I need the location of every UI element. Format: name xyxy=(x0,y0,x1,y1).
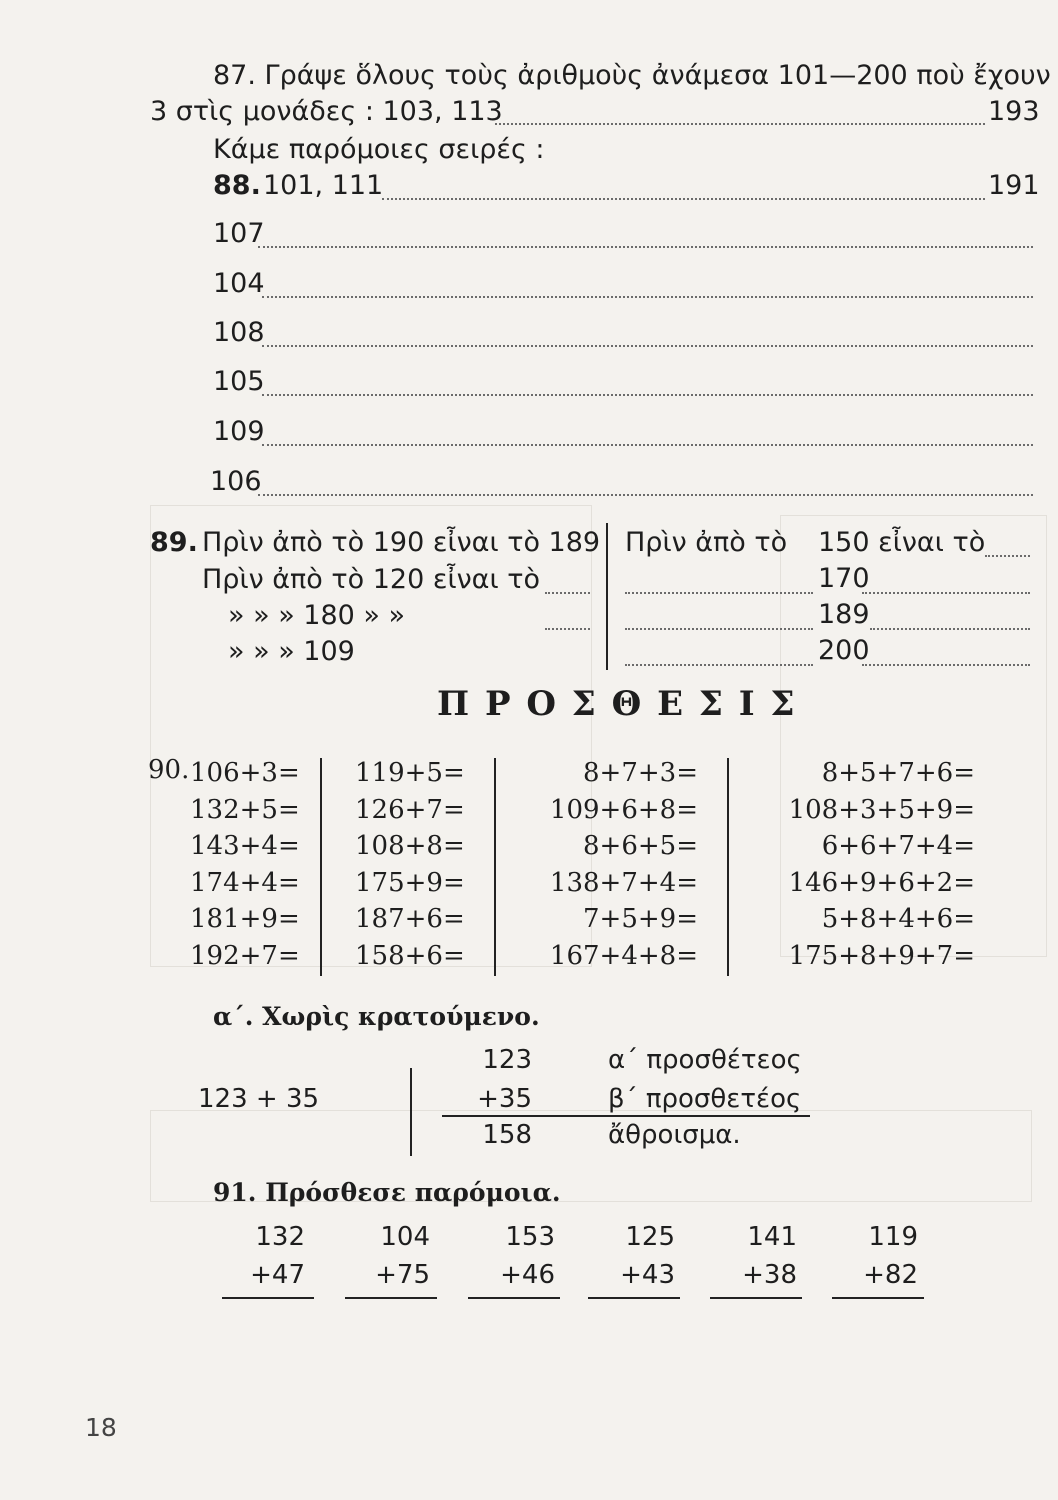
ex91-p4-bottom: +43 xyxy=(620,1260,675,1290)
ex90-col2-item-5: 187+6= xyxy=(355,904,465,934)
ex89-left-row-2-fill[interactable] xyxy=(545,592,590,594)
ex90-col1-item-1: 106+3= xyxy=(190,758,300,788)
ex90-col3 xyxy=(505,755,698,974)
example-term-2: β΄ προσθετέος xyxy=(608,1084,802,1114)
ex90-col2-item-4: 175+9= xyxy=(355,867,465,898)
ex87-line3: Κάμε παρόμοιες σειρές : xyxy=(213,134,545,165)
ex87-line2: 3 στὶς μονάδες : 103, 113 xyxy=(150,96,503,127)
ex89-left-row-1: Πρὶν ἀπὸ τὸ 190 εἶναι τὸ 189 xyxy=(202,527,601,558)
ex88-fill-line[interactable] xyxy=(382,198,985,200)
ex90-col3-item-1: 8+7+3= xyxy=(583,758,698,788)
ex91-problem-4[interactable] xyxy=(590,1218,675,1294)
ex88-row-6: 106 xyxy=(210,466,262,497)
ex91-p3-rule xyxy=(468,1297,560,1299)
ex87-end-number: 193 xyxy=(988,96,1040,127)
ex90-divider-1 xyxy=(320,758,322,976)
ex91-p5-rule xyxy=(710,1297,802,1299)
ex90-col3-item-3: 8+6+5= xyxy=(583,831,698,861)
ex88-row-1-fill[interactable] xyxy=(258,246,1033,248)
ex91-p2-top: 104 xyxy=(380,1222,430,1252)
ex90-col3-item-5: 7+5+9= xyxy=(583,904,698,934)
ex89-right-first: 150 εἶναι τὸ xyxy=(818,527,986,558)
ex90-label: 90. xyxy=(148,755,190,785)
ex87-fill-line[interactable] xyxy=(495,123,985,125)
ex88-row-5: 109 xyxy=(213,416,265,447)
example-rule xyxy=(442,1115,810,1117)
ex88-row-2: 104 xyxy=(213,268,265,299)
ex90-col4-item-3: 6+6+7+4= xyxy=(821,831,975,861)
ex89-divider xyxy=(606,523,608,670)
ex90-col4-item-1: 8+5+7+6= xyxy=(821,758,975,788)
ex91-p4-top: 125 xyxy=(625,1222,675,1252)
ex91-p3-bottom: +46 xyxy=(500,1260,555,1290)
ex91-p6-top: 119 xyxy=(868,1222,918,1252)
ex89-right-fill-3b[interactable] xyxy=(870,628,1030,630)
ex90-col4-item-2: 108+3+5+9= xyxy=(788,794,975,825)
ex88-row-6-fill[interactable] xyxy=(258,494,1033,496)
ex91-p2-rule xyxy=(345,1297,437,1299)
ex88-row-3: 108 xyxy=(213,317,265,348)
ex88-row-3-fill[interactable] xyxy=(262,345,1033,347)
ex90-col1-item-5: 181+9= xyxy=(190,904,300,934)
ex91-p6-rule xyxy=(832,1297,924,1299)
ex91-p4-rule xyxy=(588,1297,680,1299)
ex91-p1-top: 132 xyxy=(255,1222,305,1252)
ex90-col3-item-4: 138+7+4= xyxy=(549,867,698,898)
example-divider xyxy=(410,1068,412,1156)
ex91-p1-rule xyxy=(222,1297,314,1299)
ex90-col2-item-1: 119+5= xyxy=(355,758,465,788)
ex90-col1 xyxy=(190,755,300,974)
ex91-p5-bottom: +38 xyxy=(742,1260,797,1290)
ex88-start: 101, 111 xyxy=(263,170,384,201)
ex90-col3-item-6: 167+4+8= xyxy=(549,940,698,971)
example-inline: 123 + 35 xyxy=(198,1084,320,1114)
example-addend: +35 xyxy=(477,1084,532,1114)
ex91-p1-bottom: +47 xyxy=(250,1260,305,1290)
ex90-col2-item-2: 126+7= xyxy=(355,794,465,825)
ex89-left-row-3-fill[interactable] xyxy=(545,628,590,630)
ex90-col4-item-6: 175+8+9+7= xyxy=(788,940,975,971)
ex90-col1-item-6: 192+7= xyxy=(190,940,300,971)
ex89-left-row-4: » » » 109 xyxy=(228,636,355,667)
ex91-p5-top: 141 xyxy=(747,1222,797,1252)
example-sum: 158 xyxy=(482,1120,532,1150)
ex90-divider-3 xyxy=(727,758,729,976)
ex91-problem-2[interactable] xyxy=(345,1218,430,1294)
ex89-left-row-3: » » » 180 » » xyxy=(228,600,406,631)
ex90-col2-item-3: 108+8= xyxy=(355,831,465,861)
ex91-problem-5[interactable] xyxy=(712,1218,797,1294)
ex88-row-5-fill[interactable] xyxy=(262,444,1033,446)
ex88-row-1: 107 xyxy=(213,218,265,249)
ex91-problem-3[interactable] xyxy=(470,1218,555,1294)
ex89-right-num-3: 189 xyxy=(818,599,870,630)
ex89-left-row-2: Πρὶν ἀπὸ τὸ 120 εἶναι τὸ xyxy=(202,564,540,595)
ex91-title: 91. Πρόσθεσε παρόμοια. xyxy=(213,1178,561,1207)
ex89-right-num-4: 200 xyxy=(818,635,870,666)
ex89-right-num-2: 170 xyxy=(818,563,870,594)
ex90-col1-item-4: 174+4= xyxy=(190,867,300,898)
ex90-col1-item-3: 143+4= xyxy=(190,831,300,861)
ex90-col2 xyxy=(355,755,465,974)
ex88-row-4: 105 xyxy=(213,366,265,397)
ex89-right-fill-4a[interactable] xyxy=(625,664,813,666)
ex90-col2-item-6: 158+6= xyxy=(355,940,465,971)
ex89-right-fill-2a[interactable] xyxy=(625,592,813,594)
section-title: Π Ρ Ο Σ Θ Ε Σ Ι Σ xyxy=(437,684,797,724)
example-term-3: ἄθροισμα. xyxy=(608,1120,741,1150)
ex88-label: 88. xyxy=(213,170,261,201)
ex89-label: 89. xyxy=(150,527,198,558)
ex89-right-first-fill[interactable] xyxy=(985,555,1030,557)
ex91-problem-6[interactable] xyxy=(833,1218,918,1294)
ex89-right-fill-2b[interactable] xyxy=(862,592,1030,594)
ex91-problem-1[interactable] xyxy=(220,1218,305,1294)
ex88-row-2-fill[interactable] xyxy=(262,296,1033,298)
ex89-right-fill-4b[interactable] xyxy=(862,664,1030,666)
ex90-col3-item-2: 109+6+8= xyxy=(549,794,698,825)
ex91-p6-bottom: +82 xyxy=(863,1260,918,1290)
ex90-col4-item-5: 5+8+4+6= xyxy=(821,904,975,934)
ex89-right-intro: Πρὶν ἀπὸ τὸ xyxy=(625,527,788,558)
ex89-right-fill-3a[interactable] xyxy=(625,628,813,630)
ex88-row-4-fill[interactable] xyxy=(262,394,1033,396)
ex91-p2-bottom: +75 xyxy=(375,1260,430,1290)
example-top: 123 xyxy=(482,1045,532,1075)
ex88-end: 191 xyxy=(988,170,1040,201)
ex90-col1-item-2: 132+5= xyxy=(190,794,300,825)
ex90-divider-2 xyxy=(494,758,496,976)
ex87-line1: 87. Γράψε ὅλους τοὺς ἀριθμοὺς ἀνάμεσα 101—200 ποὺ ἔχουν xyxy=(213,60,1051,91)
ex90-col4-item-4: 146+9+6+2= xyxy=(788,867,975,898)
ex91-p3-top: 153 xyxy=(505,1222,555,1252)
example-term-1: α΄ προσθέτεος xyxy=(608,1045,802,1075)
subsection-title: α΄. Χωρὶς κρατούμενο. xyxy=(213,1002,540,1031)
page-number: 18 xyxy=(85,1413,117,1442)
ex90-col4 xyxy=(735,755,975,974)
